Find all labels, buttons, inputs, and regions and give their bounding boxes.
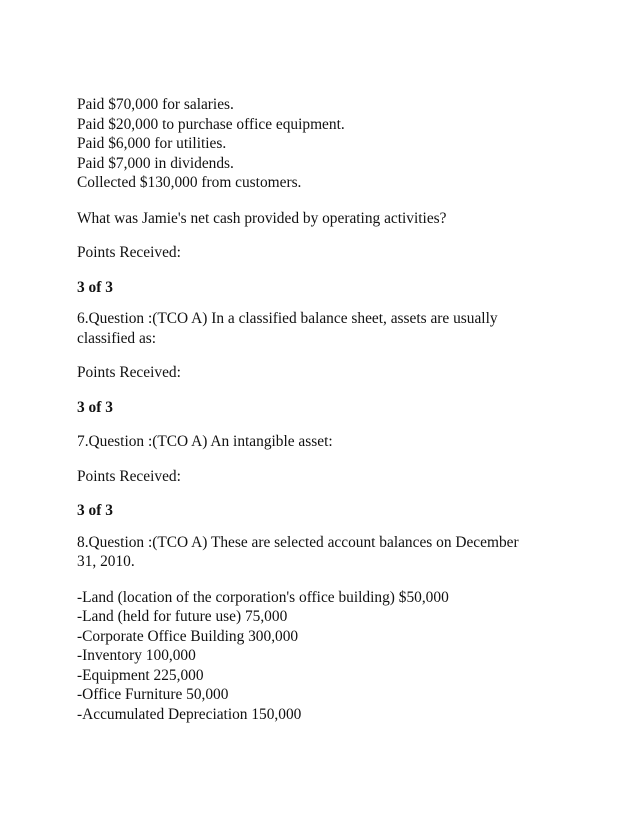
- account-balance-item: -Land (location of the corporation's office building) $50,000: [77, 588, 449, 606]
- transaction-line: Paid $6,000 for utilities.: [77, 135, 227, 152]
- question-7-text: 7.Question :(TCO A) An intangible asset:: [77, 433, 333, 450]
- question-6-text-line1: 6.Question :(TCO A) In a classified balance sheet, assets are usually: [77, 310, 498, 327]
- account-balance-item: -Inventory 100,000: [77, 647, 196, 664]
- account-balance-list: [77, 588, 577, 725]
- account-balance-item: -Corporate Office Building 300,000: [77, 627, 299, 645]
- document-page: [77, 95, 577, 724]
- question-8-text-line1: 8.Question :(TCO A) These are selected account balances on December: [77, 533, 519, 551]
- points-score: 3 of 3: [77, 278, 113, 296]
- points-received-label: Points Received:: [77, 364, 181, 381]
- transaction-line: Paid $7,000 in dividends.: [77, 154, 234, 172]
- points-score: 3 of 3: [77, 398, 113, 416]
- points-received-label: Points Received:: [77, 467, 181, 485]
- question-6-text-line2: classified as:: [77, 329, 157, 347]
- question-8: [77, 533, 577, 572]
- question-8-text-line2: 31, 2010.: [77, 553, 135, 570]
- transaction-line: Collected $130,000 from customers.: [77, 174, 302, 191]
- question-6: [77, 309, 577, 348]
- points-score: 3 of 3: [77, 502, 113, 519]
- transaction-list: [77, 95, 577, 193]
- account-balance-item: -Land (held for future use) 75,000: [77, 608, 288, 625]
- question-5-text: What was Jamie's net cash provided by operating activities?: [77, 209, 447, 227]
- points-received-label: Points Received:: [77, 244, 181, 261]
- account-balance-item: -Equipment 225,000: [77, 666, 204, 684]
- account-balance-item: -Accumulated Depreciation 150,000: [77, 705, 302, 723]
- account-balance-item: -Office Furniture 50,000: [77, 686, 229, 703]
- transaction-line: Paid $20,000 to purchase office equipment.: [77, 115, 345, 133]
- transaction-line: Paid $70,000 for salaries.: [77, 96, 234, 113]
